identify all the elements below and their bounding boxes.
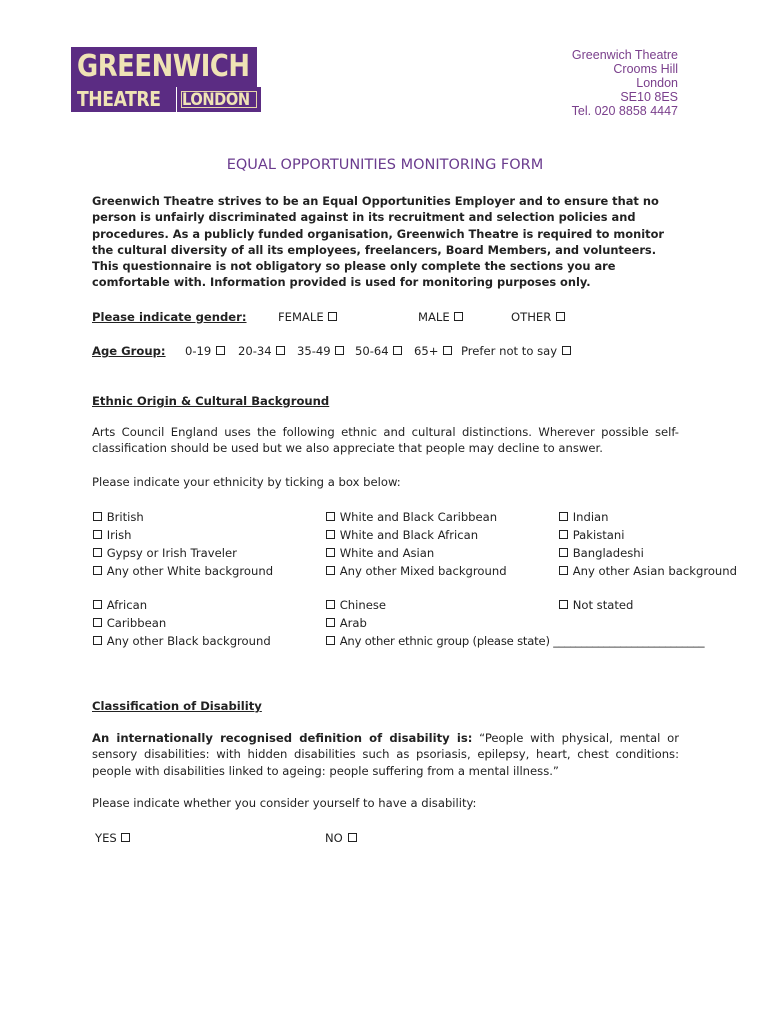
checkbox[interactable] <box>562 346 571 355</box>
ethnic-option[interactable]: Caribbean <box>92 614 271 632</box>
checkbox[interactable] <box>121 833 130 842</box>
checkbox[interactable] <box>93 636 102 645</box>
ethnic-option[interactable]: Bangladeshi <box>558 544 737 562</box>
ethnic-option[interactable]: Any other White background <box>92 562 273 580</box>
checkbox[interactable] <box>326 636 335 645</box>
ethnic-option[interactable]: White and Black Caribbean <box>325 508 507 526</box>
checkbox[interactable] <box>326 618 335 627</box>
address-line: Greenwich Theatre <box>571 48 678 62</box>
logo-text-greenwich: GREENWICH <box>77 49 250 84</box>
ethnic-option[interactable]: Any other Asian background <box>558 562 737 580</box>
checkbox[interactable] <box>559 600 568 609</box>
ethnic-option[interactable]: Any other Black background <box>92 632 271 650</box>
checkbox[interactable] <box>93 530 102 539</box>
address-block <box>572 48 678 118</box>
disability-definition: An internationally recognised definition of disability is: “People with physical, mental or sensory disabilities: with hidden disabilities such as psoriasis, epilepsy, heart, chest conditions: people with disabilities linked to ageing: people suffering from a mental illness.” <box>92 731 679 778</box>
disability-heading: Classification of Disability <box>92 699 262 713</box>
checkbox[interactable] <box>559 566 568 575</box>
checkbox[interactable] <box>559 512 568 521</box>
age-option[interactable]: 20-34 <box>238 343 286 359</box>
ethnic-column-mixed <box>325 508 507 580</box>
ethnic-column-asian <box>558 508 737 580</box>
ethnic-option[interactable]: Chinese <box>325 596 704 614</box>
checkbox[interactable] <box>559 530 568 539</box>
age-option[interactable]: 65+ <box>414 343 453 359</box>
checkbox[interactable] <box>335 346 344 355</box>
disability-prompt: Please indicate whether you consider yourself to have a disability: <box>92 796 477 810</box>
age-option[interactable]: Prefer not to say <box>461 343 572 359</box>
checkbox[interactable] <box>328 312 337 321</box>
checkbox[interactable] <box>326 548 335 557</box>
ethnic-option[interactable]: Any other Mixed background <box>325 562 507 580</box>
checkbox[interactable] <box>216 346 225 355</box>
age-option[interactable]: 0-19 <box>185 343 226 359</box>
intro-paragraph: Greenwich Theatre strives to be an Equal Opportunities Employer and to ensure that no person is unfairly discriminated against in its recruitment and selection policies and procedures. As a publicly funded organisation, Greenwich Theatre is required to monitor the cultural diversity of all its employees, freelancers, Board Members, and volunteers. This questionnaire is not obligatory so please only complete the sections you are comfortable with. Information provided is used for monitoring purposes only. <box>92 194 665 290</box>
gender-option-female[interactable]: FEMALE <box>278 309 338 325</box>
checkbox[interactable] <box>556 312 565 321</box>
age-option[interactable]: 35-49 <box>297 343 345 359</box>
greenwich-theatre-logo <box>71 47 261 115</box>
ethnic-option[interactable]: British <box>92 508 273 526</box>
ethnic-column-white <box>92 508 273 580</box>
checkbox[interactable] <box>326 600 335 609</box>
checkbox[interactable] <box>559 548 568 557</box>
checkbox[interactable] <box>93 512 102 521</box>
checkbox[interactable] <box>326 512 335 521</box>
age-option[interactable]: 50-64 <box>355 343 403 359</box>
ethnic-option[interactable]: White and Asian <box>325 544 507 562</box>
gender-label: Please indicate gender: <box>92 310 247 324</box>
address-phone: Tel. 020 8858 4447 <box>571 104 678 118</box>
disability-no-option[interactable]: NO <box>325 830 358 846</box>
checkbox[interactable] <box>93 618 102 627</box>
ethnic-option[interactable]: Pakistani <box>558 526 737 544</box>
ethnic-option[interactable]: Gypsy or Irish Traveler <box>92 544 273 562</box>
gender-option-other[interactable]: OTHER <box>511 309 566 325</box>
logo-text-london: LONDON <box>182 90 250 110</box>
address-line: SE10 8ES <box>620 90 678 104</box>
form-title: EQUAL OPPORTUNITIES MONITORING FORM <box>226 157 544 173</box>
age-group-label: Age Group: <box>92 344 166 358</box>
checkbox[interactable] <box>348 833 357 842</box>
checkbox[interactable] <box>326 566 335 575</box>
checkbox[interactable] <box>393 346 402 355</box>
checkbox[interactable] <box>326 530 335 539</box>
ethnic-option[interactable]: Indian <box>558 508 737 526</box>
checkbox[interactable] <box>93 600 102 609</box>
checkbox[interactable] <box>443 346 452 355</box>
checkbox[interactable] <box>276 346 285 355</box>
ethnic-option[interactable]: White and Black African <box>325 526 507 544</box>
gender-option-male[interactable]: MALE <box>418 309 464 325</box>
ethnic-prompt: Please indicate your ethnicity by ticking a box below: <box>92 475 401 489</box>
ethnic-column-other <box>325 596 704 650</box>
ethnic-intro: Arts Council England uses the following ethnic and cultural distinctions. Wherever possible self-classification should be used but we also appreciate that people may decline to answer. <box>92 425 679 456</box>
ethnic-column-black <box>92 596 271 650</box>
disability-yes-option[interactable]: YES <box>95 830 131 846</box>
ethnic-option[interactable]: African <box>92 596 271 614</box>
checkbox[interactable] <box>454 312 463 321</box>
ethnic-option[interactable]: Irish <box>92 526 273 544</box>
address-line: London <box>636 76 678 90</box>
ethnic-heading: Ethnic Origin & Cultural Background <box>92 394 330 408</box>
ethnic-option[interactable]: Not stated <box>558 596 633 614</box>
ethnic-option[interactable]: Any other ethnic group (please state) ___________________________ <box>325 632 704 650</box>
checkbox[interactable] <box>93 566 102 575</box>
ethnic-option[interactable]: Arab <box>325 614 704 632</box>
logo-text-theatre: THEATRE <box>77 87 161 111</box>
address-line: Crooms Hill <box>613 62 678 76</box>
ethnic-column-not-stated <box>558 596 633 614</box>
checkbox[interactable] <box>93 548 102 557</box>
